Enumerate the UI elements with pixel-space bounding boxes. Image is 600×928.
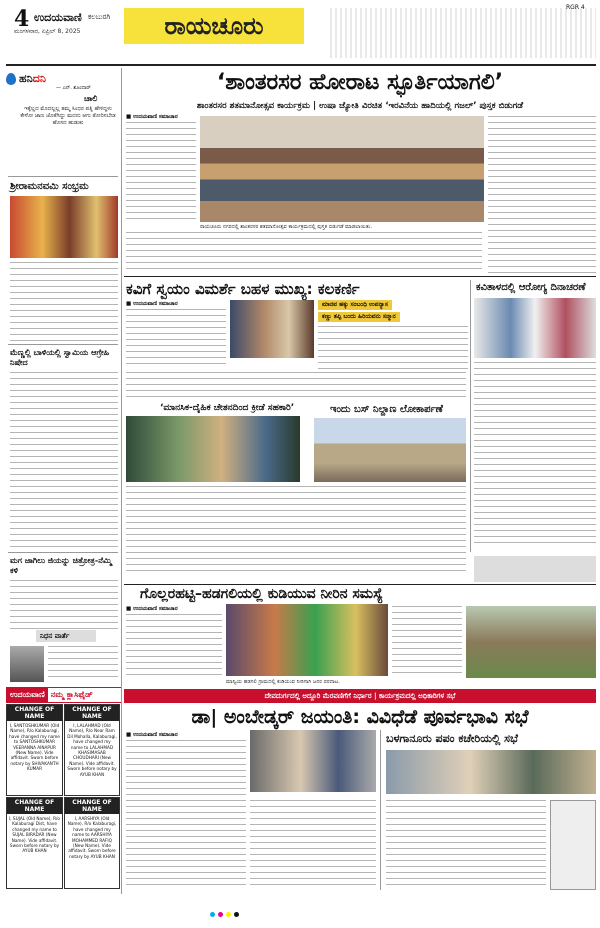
ad-strip (330, 8, 596, 58)
divider (124, 584, 596, 585)
text-block (250, 800, 376, 890)
column-divider (470, 280, 471, 552)
text-block (126, 309, 226, 369)
photo-book-release (200, 116, 484, 222)
classified-ad: CHANGE OF NAME I, LALAHMAD (Old Name), R/o Near Ram Dil Mohalla, Kalaburagi, have changed my name to LALAHMAD KHASIMASAB CHOUDHARI (New Name). Vide affidavit. Sworn before notary by AYUB KHAN (64, 704, 120, 796)
photo-village (466, 606, 596, 678)
column-tag: ಚಾಲಿ (84, 94, 98, 103)
page-code: RGR 4 (566, 4, 585, 11)
kicker: ■ ಉದಯವಾಣಿ ಸಮಾಚಾರ (126, 606, 178, 612)
masthead-rule (6, 64, 596, 66)
edition-name: ಕಲಬುರಗಿ (88, 13, 111, 21)
obit-photo (10, 646, 44, 682)
story-title-obit: ನಿಧನ ವಾರ್ತೆ (40, 632, 70, 640)
main-subhead: ಶಾಂತರಸರ ಶತಮಾನೋತ್ಸವ ಕಾರ್ಯಕ್ರಮ | ಉಷಾ ಜ್ಯೋತಿ ವಿರಚಿತ ‘ಇರವಿನೆಯ ಹಾದಿಯಲ್ಲಿ ಗಜಲ್’ ಪುಸ್ತಕ ಬಿಡುಗಡೆ (196, 101, 524, 111)
page-number: 4 (14, 6, 30, 32)
red-strip-banner: ದೇವದುರ್ಗದಲ್ಲಿ ಅದ್ದೂರಿ ಮೆರವಣಿಗೆಗೆ ನಿರ್ಧಾರ | ಕಾರ್ಯಕ್ರಮದಲ್ಲಿ ಅಧಿಕಾರಿಗಳ ಸಭೆ (124, 689, 596, 703)
water-caption: ಮಾನ್ವಿಯ ಹಡಗಲಿ ಗ್ರಾಮದಲ್ಲಿ ಕುಡಿಯುವ ನೀರಿಗಾಗಿ ಜನರ ಪರದಾಟ. (226, 679, 340, 685)
photo-water-queue (226, 604, 388, 676)
photo-strip (474, 556, 596, 582)
story-title-2: ಮೆಣ್ಣಲ್ಲಿ ಬಾಳಿಯಲ್ಲಿ ಸ್ವಾಮಿಯ ಆಗ್ರೇಹಿ ನಿಷೇದ (10, 348, 110, 367)
quote-headline: ‘ಮಾನಸಿಕ-ದೈಹಿಕ ಚೇತನದಿಂದ ಕ್ರೀಡೆ ಸಹಕಾರಿ’ (160, 403, 295, 413)
text-block (474, 362, 596, 548)
text-block (126, 614, 222, 680)
column-author: — ಎನ್. ಶೂಂದಾರ್ (56, 85, 91, 91)
photo-speaker (230, 300, 314, 358)
drop-icon (6, 73, 16, 85)
column-name: ಹನಿದನಿ (19, 72, 46, 85)
divider (124, 276, 596, 277)
classifieds-header: ಉದಯವಾಣಿ ನಮ್ಮ ಕ್ಲಾಸಿಫೈಡ್ (6, 687, 122, 703)
divider (8, 344, 118, 345)
photo-meeting (250, 730, 376, 792)
registration-marks (210, 912, 239, 917)
kicker: ■ ಉದಯವಾಣಿ ಸಮಾಚಾರ (126, 114, 178, 120)
text-block (126, 372, 466, 402)
text-block (10, 580, 118, 630)
text-block (126, 122, 196, 224)
text-block (48, 646, 118, 682)
story-headline-bus: ಇಂದು ಬಸ್ ನಿಲ್ದಾಣ ಲೋಕಾರ್ಪಣೆ (330, 404, 443, 415)
dateline: ಮಂಗಳವಾರ, ಏಪ್ರಿಲ್ 8, 2025 (14, 28, 81, 35)
story-title-ramanavami: ಶ್ರೀರಾಮನವಮಿ ಸಂಭ್ರಮ (10, 181, 89, 192)
photo-office (386, 750, 596, 794)
story-headline-kavige: ಕವಿಗೆ ಸ್ವಯಂ ವಿಮರ್ಶೆ ಬಹಳ ಮುಖ್ಯ: ಕಲಕರ್ಣಿ (126, 280, 360, 298)
text-block (126, 740, 246, 890)
photo-sports (126, 416, 300, 482)
story-headline-balaganur: ಬಳಗಾನೂರು ಪಪಂ ಕಚೇರಿಯಲ್ಲಿ ಸಭೆ (386, 732, 518, 745)
divider (8, 552, 118, 553)
story-headline-water: ಗೊಲ್ಲರಹಟ್ಟಿ–ಹಡಗಲಿಯಲ್ಲಿ ಕುಡಿಯುವ ನೀರಿನ ಸಮಸ್ಯೆ (140, 586, 384, 602)
photo-bus-stand (314, 418, 466, 482)
text-block (488, 116, 596, 276)
bullet-2: ಕಣ್ಣು ತಪ್ಪಿ ಬಂದು ಹಿರಿಯವನು ಸನ್ಮಾನ (318, 312, 400, 322)
photo-health-day (474, 298, 596, 358)
district-banner: ರಾಯಚೂರು (124, 8, 304, 44)
column-divider (380, 730, 381, 890)
text-block (392, 606, 462, 678)
story-headline-health: ಕವಿತಾಳದಲ್ಲಿ ಆರೋಗ್ಯ ದಿನಾಚರಣೆ (476, 282, 586, 293)
story-headline-ambedkar: ಡಾ| ಅಂಬೇಡ್ಕರ್ ಜಯಂತಿ: ವಿವಿಧೆಡೆ ಪೂರ್ವಭಾವಿ ಸಭೆ (191, 706, 529, 728)
main-headline: ‘ಶಾಂತರಸರ ಹೋರಾಟ ಸ್ಫೂರ್ತಿಯಾಗಲಿ’ (216, 70, 504, 95)
text-block (126, 232, 482, 272)
paper-name: ಉದಯವಾಣಿ (34, 11, 82, 24)
kicker: ■ ಉದಯವಾಣಿ ಸಮಾಚಾರ (126, 301, 178, 307)
divider (8, 176, 118, 177)
text-block (10, 372, 118, 548)
photo-ramanavami (10, 196, 118, 258)
bullet-1: ಮಾನವ ಹಕ್ಕು ಸಂಬಂಧಿ ಉಪನ್ಯಾಸ (318, 300, 392, 310)
poem: ಇಕ್ಕೆಲ್ಲದ ಮೊದಲ್ಲಲ್ಲ ತಮ್ಮ ಸಿಂಧರ ಪತ್ನಿ ಹೇಳಿದ್ದಳು ಕೇಳೋ ಜಾಣ ಜೊತೆಗಿದ್ದು ಮದನು ಆಗು ತೋರಿಸಬೇಡ ಹೊಸದ ಹುಡುಕು (20, 106, 116, 126)
text-block (10, 262, 118, 342)
kicker: ■ ಉದಯವಾಣಿ ಸಮಾಚಾರ (126, 732, 178, 738)
text-block (318, 326, 468, 372)
classified-ad: CHANGE OF NAME I, SUJAL (Old Name), R/o Kalaburagi Dist, have changed my name to SUJAL BIRADAR (New Name). Vide affidavit. Sworn before notary by AYUB KHAN (6, 797, 63, 889)
story-title-3: ಮಗ ಜಾಗಿಲು ಜಿಯನ್ನು ಚಿತ್ರೋತ್ರ-ನೆಮ್ಮಿ ಕಳಿ (10, 556, 112, 575)
text-block (386, 800, 546, 890)
classified-ad: CHANGE OF NAME I, AARSHIYA (Old Name), R/o Kalaburagi, have changed my name to AARSHIYA MOHAMMED RAFIQ (New Name). Vide affidavit. Sworn before notary by AYUB KHAN (64, 797, 120, 889)
classified-ad: CHANGE OF NAME I, SANTOSHKUMAR (Old Name), R/o Kalaburagi, have changed my name to SANTOSHKUMAR VEERANNA AINAPUR (New Name). Vide affidavit. Sworn before notary by SHIVAKANTH KUMAR (6, 704, 63, 796)
photo-caption: ರಾಯಚೂರು ನಗರದಲ್ಲಿ ಶಾಂತರಸರ ಶತಮಾನೋತ್ಸವ ಕಾರ್ಯಕ್ರಮದಲ್ಲಿ ಪುಸ್ತಕ ಬಿಡುಗಡೆ ಮಾಡಲಾಯಿತು. (200, 224, 372, 230)
column-divider (121, 68, 122, 894)
side-box (550, 800, 596, 890)
text-block (126, 486, 466, 574)
